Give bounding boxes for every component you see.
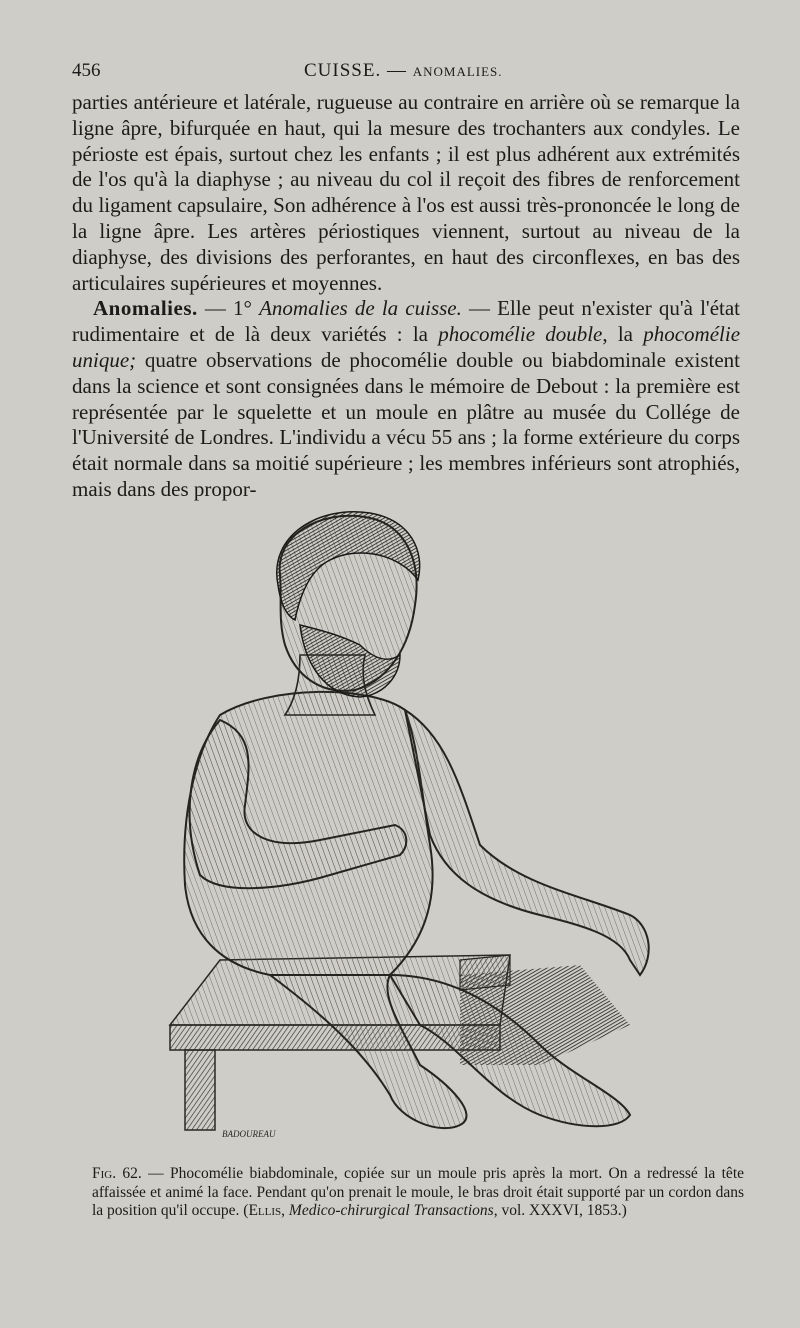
page-header xyxy=(72,58,732,86)
caption-author: Ellis xyxy=(248,1202,282,1219)
anomalies-heading: Anomalies. xyxy=(93,296,198,321)
running-subtitle: ANOMALIES. xyxy=(412,64,503,79)
paragraph-text-a: — Elle peut n'exister qu'à l'état rudimentaire et de là deux variétés : la xyxy=(72,296,740,347)
running-head xyxy=(304,60,503,82)
body-text xyxy=(72,90,740,503)
engraver-signature: BADOUREAU xyxy=(222,1129,276,1139)
caption-text-b: , xyxy=(281,1202,289,1219)
running-title: CUISSE. xyxy=(304,60,382,81)
paragraph-periosteum: parties antérieure et latérale, rugueuse au contraire en arrière où se remarque la ligne âpre, bifurquée en haut, qui la mesure des trochanters aux condyles. Le périoste est épais, surtout chez les enfants ; il est plus adhérent aux extrémités de l'os qu'à la diaphyse ; au niveau du col il reçoit des fibres de renforcement du ligament capsulaire, Son adhérence à l'os est aussi très-prononcée le long de la ligne âpre. Les artères périostiques viennent, surtout au niveau de la diaphyse, des divisions des perforantes, en haut des circonflexes, en bas des articulaires supérieures et moyennes. xyxy=(72,90,740,295)
paragraph-text-b: , la xyxy=(602,322,644,347)
left-arm xyxy=(405,710,649,975)
running-separator: — xyxy=(381,60,413,81)
anomalies-dash: — 1° xyxy=(197,296,260,321)
caption-text-c: , vol. XXXVI, 1853.) xyxy=(493,1202,627,1219)
page-number: 456 xyxy=(72,60,101,81)
anomalies-subtitle: Anomalies de la cuisse. xyxy=(259,296,462,321)
phocomelie-double-term: phocomélie double xyxy=(438,322,603,347)
paragraph-anomalies xyxy=(72,296,740,502)
figure-label: Fig. 62. xyxy=(92,1165,142,1182)
engraving-illustration xyxy=(160,505,660,1165)
figure-caption xyxy=(92,1165,744,1221)
paragraph-text-c: quatre observations de phocomélie double ou biabdominale existent dans la science et sont consignées dans le mémoire de Debout : la première est représentée par le squelette et un moule en plâtre au musée du Collége de l'Université de Londres. L'individu a vécu 55 ans ; la forme extérieure du corps était normale dans sa moitié supérieure ; les membres inférieurs sont atrophiés, mais dans des propor- xyxy=(72,347,740,501)
engraving-figure xyxy=(160,505,660,1165)
phocomelie-unique-term: phocomélie unique; xyxy=(72,322,741,372)
caption-journal: Medico-chirurgical Transactions xyxy=(288,1202,494,1219)
caption-text-a: — Phocomélie biabdominale, copiée sur un moule pris après la mort. On a redressé la tête affaissée et animé la face. Pendant qu'on prenait le moule, le bras droit était supporté par un cordon dans la position qu'il occupe. ( xyxy=(92,1165,744,1219)
